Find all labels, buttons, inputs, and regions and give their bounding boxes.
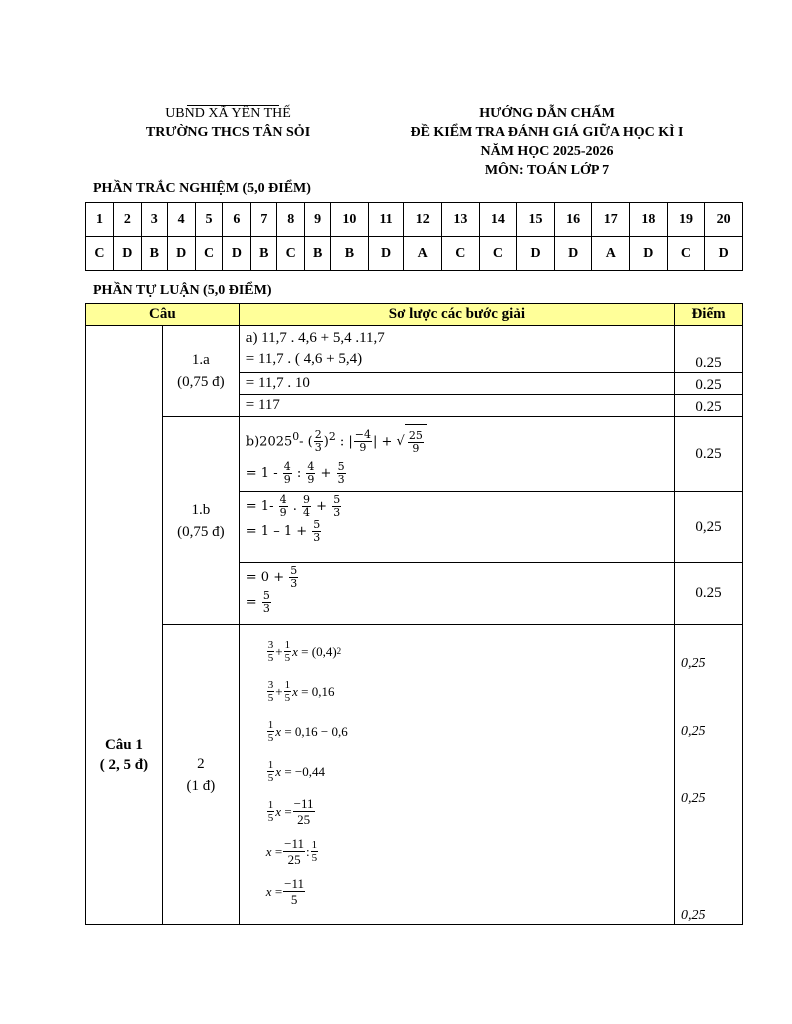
equation-line: x = $\frac{-11}{5}$ xyxy=(265,875,305,907)
score-cell: 0.25 xyxy=(675,373,743,395)
score: 0,25 xyxy=(681,791,706,806)
step-line: a) 11,7 . 4,6 + 5,4 .11,7 xyxy=(245,330,385,346)
step-cell xyxy=(239,326,674,373)
equation-line: $\frac{1}{5}$ x = −0,44 xyxy=(267,758,325,784)
mc-answer-letter: D xyxy=(517,237,555,271)
step-cell xyxy=(239,492,674,563)
doc-title: HƯỚNG DẪN CHẤM xyxy=(479,106,615,121)
equation-line: x = $\frac{-11}{25}$ : $\frac{1}{5}$ xyxy=(265,835,318,867)
mc-answer-letter: D xyxy=(113,237,141,271)
expression-1b: b)2025$^0$- ( $\frac{2}{3}$ )$^2$ : | $\frac{-4}{9}$ | + √ $\frac{25}{9}$ xyxy=(246,419,668,461)
step-cell xyxy=(239,417,674,492)
mc-answer-letter: A xyxy=(404,237,442,271)
mc-question-number: 19 xyxy=(667,203,705,237)
mc-answer-table xyxy=(85,202,743,271)
mc-question-number: 7 xyxy=(251,203,277,237)
mc-question-number: 13 xyxy=(442,203,480,237)
p1b-points: (0,75 đ) xyxy=(177,523,225,540)
equation-line: $\frac{1}{5}$ x = $\frac{-11}{25}$ xyxy=(267,795,314,827)
mc-question-number: 3 xyxy=(141,203,167,237)
table-row xyxy=(86,417,743,492)
p1a-label: 1.a xyxy=(191,352,210,368)
score: 0,25 xyxy=(681,656,706,671)
equation-line: $\frac{3}{5}$ + $\frac{1}{5}$ x = 0,16 xyxy=(267,678,335,704)
equation-line: $\frac{3}{5}$ + $\frac{1}{5}$ x = (0,4) 2 xyxy=(267,638,342,664)
authority-name: UBND XÃ YÊN THẾ xyxy=(165,106,291,121)
step-line: = 1 – 1 + $\frac{5}{3}$ xyxy=(245,518,321,544)
mc-question-number: 20 xyxy=(705,203,743,237)
score-cell: 0,25 xyxy=(675,492,743,563)
mc-answer-letter: B xyxy=(141,237,167,271)
score: 0,25 xyxy=(681,724,706,739)
step-cell xyxy=(239,563,674,625)
mc-answer-letter: C xyxy=(442,237,480,271)
essay-section-title: PHẦN TỰ LUẬN (5,0 ĐIỂM) xyxy=(93,283,272,298)
p2-label: 2 xyxy=(197,755,205,772)
mc-question-number: 6 xyxy=(223,203,251,237)
step-cell: = 117 xyxy=(239,395,674,417)
mc-answer-letter: D xyxy=(705,237,743,271)
step-line: = 1 - $\frac{4}{9}$ : $\frac{4}{9}$ + $\frac{5}{3}$ xyxy=(245,459,345,486)
col-points: Điểm xyxy=(675,304,743,326)
step-line: = $\frac{5}{3}$ xyxy=(245,589,270,615)
step-line: = 11,7 . ( 4,6 + 5,4) xyxy=(245,351,363,367)
mc-answer-letter: D xyxy=(167,237,195,271)
score-cell-part2 xyxy=(675,625,743,925)
score-cell: 0.25 xyxy=(675,326,743,373)
school-year: NĂM HỌC 2025-2026 xyxy=(480,144,614,159)
mc-answer-letter: D xyxy=(223,237,251,271)
mc-answer-letter: C xyxy=(479,237,517,271)
mc-answer-letter: C xyxy=(667,237,705,271)
score-cell: 0.25 xyxy=(675,395,743,417)
document-title-block xyxy=(372,104,722,180)
equation-line: $\frac{1}{5}$ x = 0,16 − 0,6 xyxy=(267,718,348,744)
q1-points: ( 2, 5 đ) xyxy=(99,757,149,773)
mc-question-number: 18 xyxy=(630,203,668,237)
mc-question-number: 4 xyxy=(167,203,195,237)
mc-answer-row xyxy=(86,237,743,271)
mc-answer-letter: C xyxy=(86,237,114,271)
col-steps: Sơ lược các bước giải xyxy=(239,304,674,326)
step-cell-part2 xyxy=(239,625,674,925)
mc-question-number: 10 xyxy=(331,203,369,237)
mc-question-number: 12 xyxy=(404,203,442,237)
table-row xyxy=(86,625,743,925)
school-name: TRƯỜNG THCS TÂN SỎI xyxy=(145,125,311,140)
mc-answer-letter: A xyxy=(592,237,630,271)
part-2-cell xyxy=(162,625,239,925)
mc-question-number: 1 xyxy=(86,203,114,237)
mc-question-number: 9 xyxy=(305,203,331,237)
mc-answer-letter: B xyxy=(251,237,277,271)
part-1a-cell xyxy=(162,326,239,417)
p1a-points: (0,75 đ) xyxy=(177,374,225,390)
mc-question-number: 11 xyxy=(368,203,404,237)
school-header xyxy=(118,104,338,142)
mc-number-row xyxy=(86,203,743,237)
q1-label: Câu 1 xyxy=(104,737,143,753)
p1b-label: 1.b xyxy=(191,501,211,518)
essay-table xyxy=(85,303,743,925)
mc-question-number: 16 xyxy=(554,203,592,237)
mc-question-number: 8 xyxy=(277,203,305,237)
score-cell: 0.25 xyxy=(675,563,743,625)
question-1-cell xyxy=(86,326,163,925)
subject: MÔN: TOÁN LỚP 7 xyxy=(484,163,610,178)
mc-section-title: PHẦN TRẮC NGHIỆM (5,0 ĐIỂM) xyxy=(93,181,311,196)
table-row xyxy=(86,326,743,373)
mc-answer-letter: D xyxy=(630,237,668,271)
step-line: = 0 + $\frac{5}{3}$ xyxy=(245,564,298,590)
mc-question-number: 15 xyxy=(517,203,555,237)
mc-answer-letter: C xyxy=(277,237,305,271)
mc-answer-letter: B xyxy=(305,237,331,271)
mc-answer-letter: D xyxy=(554,237,592,271)
p2-points: (1 đ) xyxy=(186,777,216,794)
col-cau: Câu xyxy=(86,304,240,326)
score-cell: 0.25 xyxy=(675,417,743,492)
step-line: = 1- $\frac{4}{9}$ . $\frac{9}{4}$ + $\frac{5}{3}$ xyxy=(245,493,341,519)
mc-answer-letter: C xyxy=(195,237,223,271)
essay-header-row xyxy=(86,304,743,326)
mc-answer-letter: B xyxy=(331,237,369,271)
score: 0,25 xyxy=(681,908,706,923)
part-1b-cell xyxy=(162,417,239,625)
mc-answer-letter: D xyxy=(368,237,404,271)
mc-question-number: 17 xyxy=(592,203,630,237)
exam-title: ĐỀ KIỂM TRA ĐÁNH GIÁ GIỮA HỌC KÌ I xyxy=(410,125,684,140)
mc-question-number: 5 xyxy=(195,203,223,237)
mc-question-number: 14 xyxy=(479,203,517,237)
mc-question-number: 2 xyxy=(113,203,141,237)
step-cell: = 11,7 . 10 xyxy=(239,373,674,395)
